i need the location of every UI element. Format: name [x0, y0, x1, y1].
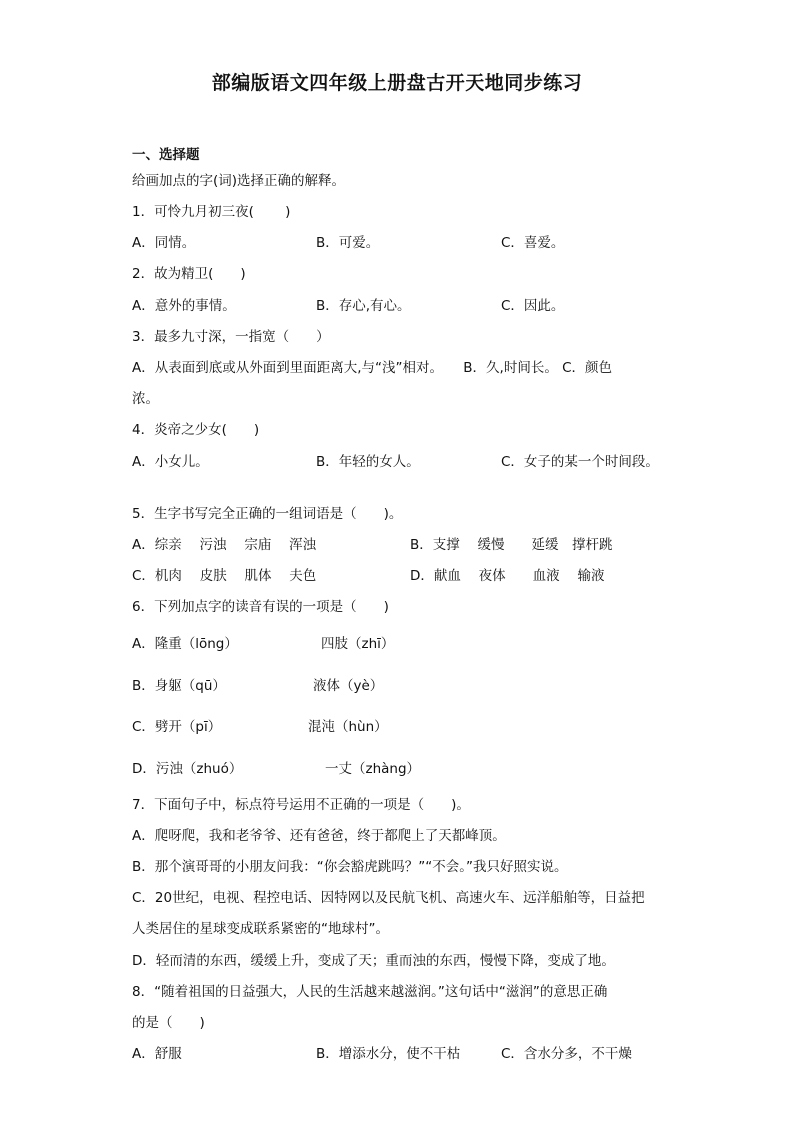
question-2-option-c: C．因此。: [501, 298, 565, 314]
question-6-option-c-word-2: 混沌（hùn）: [308, 719, 388, 735]
instruction-text: 给画加点的字(词)选择正确的解释。: [132, 173, 346, 189]
question-8-option-b: B．增添水分，使不干枯: [316, 1046, 461, 1062]
question-4-stem: 4．炎帝之少女( ): [132, 422, 260, 438]
question-1-option-b: B．可爱。: [316, 235, 380, 251]
question-2-option-b: B．存心,有心。: [316, 298, 411, 314]
question-5-option-d: D．献血 夜体 血液 输液: [410, 568, 605, 584]
question-8-stem-line-1: 8．“随着祖国的日益强大，人民的生活越来越滋润。”这句话中“滋润”的意思正确: [132, 984, 608, 1000]
question-7-option-b: B．那个演哥哥的小朋友问我：“你会豁虎跳吗？”“不会。”我只好照实说。: [132, 859, 568, 875]
question-5-stem: 5．生字书写完全正确的一组词语是（ )。: [132, 506, 403, 522]
question-6-option-a-word-2: 四肢（zhī）: [321, 636, 395, 652]
question-6-option-d-word-2: 一丈（zhàng）: [325, 761, 421, 777]
question-1-option-a: A．同情。: [132, 235, 196, 251]
question-6-option-c-word-1: C．劈开（pī）: [132, 719, 222, 735]
question-7-option-c-line-1: C．20世纪，电视、程控电话、因特网以及民航飞机、高速火车、远洋船舶等，日益把: [132, 890, 645, 906]
question-5-option-a: A．综亲 污浊 宗庙 浑浊: [132, 537, 317, 553]
question-6-stem: 6．下列加点字的读音有误的一项是（ ): [132, 599, 389, 615]
question-6-option-b-word-1: B．身躯（qū）: [132, 678, 226, 694]
question-8-option-c: C．含水分多，不干燥: [501, 1046, 632, 1062]
question-3-stem: 3．最多九寸深，一指宽（ ）: [132, 329, 330, 345]
question-3-options-line-2: 浓。: [132, 391, 159, 407]
question-4-option-c: C．女子的某一个时间段。: [501, 454, 659, 470]
question-4-option-b: B．年轻的女人。: [316, 454, 420, 470]
question-3-options-line-1: A．从表面到底或从外面到里面距离大,与“浅”相对。 B．久,时间长。 C．颜色: [132, 360, 613, 376]
question-6-option-b-word-2: 液体（yè）: [313, 678, 384, 694]
question-6-option-d-word-1: D．污浊（zhuó）: [132, 761, 243, 777]
question-7-option-a: A．爬呀爬，我和老爷爷、还有爸爸，终于都爬上了天都峰顶。: [132, 828, 506, 844]
question-8-stem-line-2: 的是（ ): [132, 1015, 205, 1031]
question-7-option-d: D．轻而清的东西，缓缓上升，变成了天；重而浊的东西，慢慢下降，变成了地。: [132, 953, 615, 969]
section-heading: 一、选择题: [132, 147, 200, 163]
question-6-option-a-word-1: A．隆重（lōng）: [132, 636, 238, 652]
question-2-option-a: A．意外的事情。: [132, 298, 236, 314]
question-8-option-a: A．舒服: [132, 1046, 182, 1062]
question-7-option-c-line-2: 人类居住的星球变成联系紧密的“地球村”。: [132, 921, 389, 937]
question-5-option-c: C．机肉 皮肤 肌体 夫色: [132, 568, 317, 584]
question-2-stem: 2．故为精卫( ): [132, 266, 246, 282]
question-1-option-c: C．喜爱。: [501, 235, 565, 251]
question-7-stem: 7．下面句子中，标点符号运用不正确的一项是（ )。: [132, 797, 470, 813]
question-5-option-b: B．支撑 缓慢 延缓 撑杆跳: [410, 537, 613, 553]
question-4-option-a: A．小女儿。: [132, 454, 209, 470]
question-1-stem: 1．可怜九月初三夜( ): [132, 204, 291, 220]
page-title: 部编版语文四年级上册盘古开天地同步练习: [211, 72, 583, 94]
